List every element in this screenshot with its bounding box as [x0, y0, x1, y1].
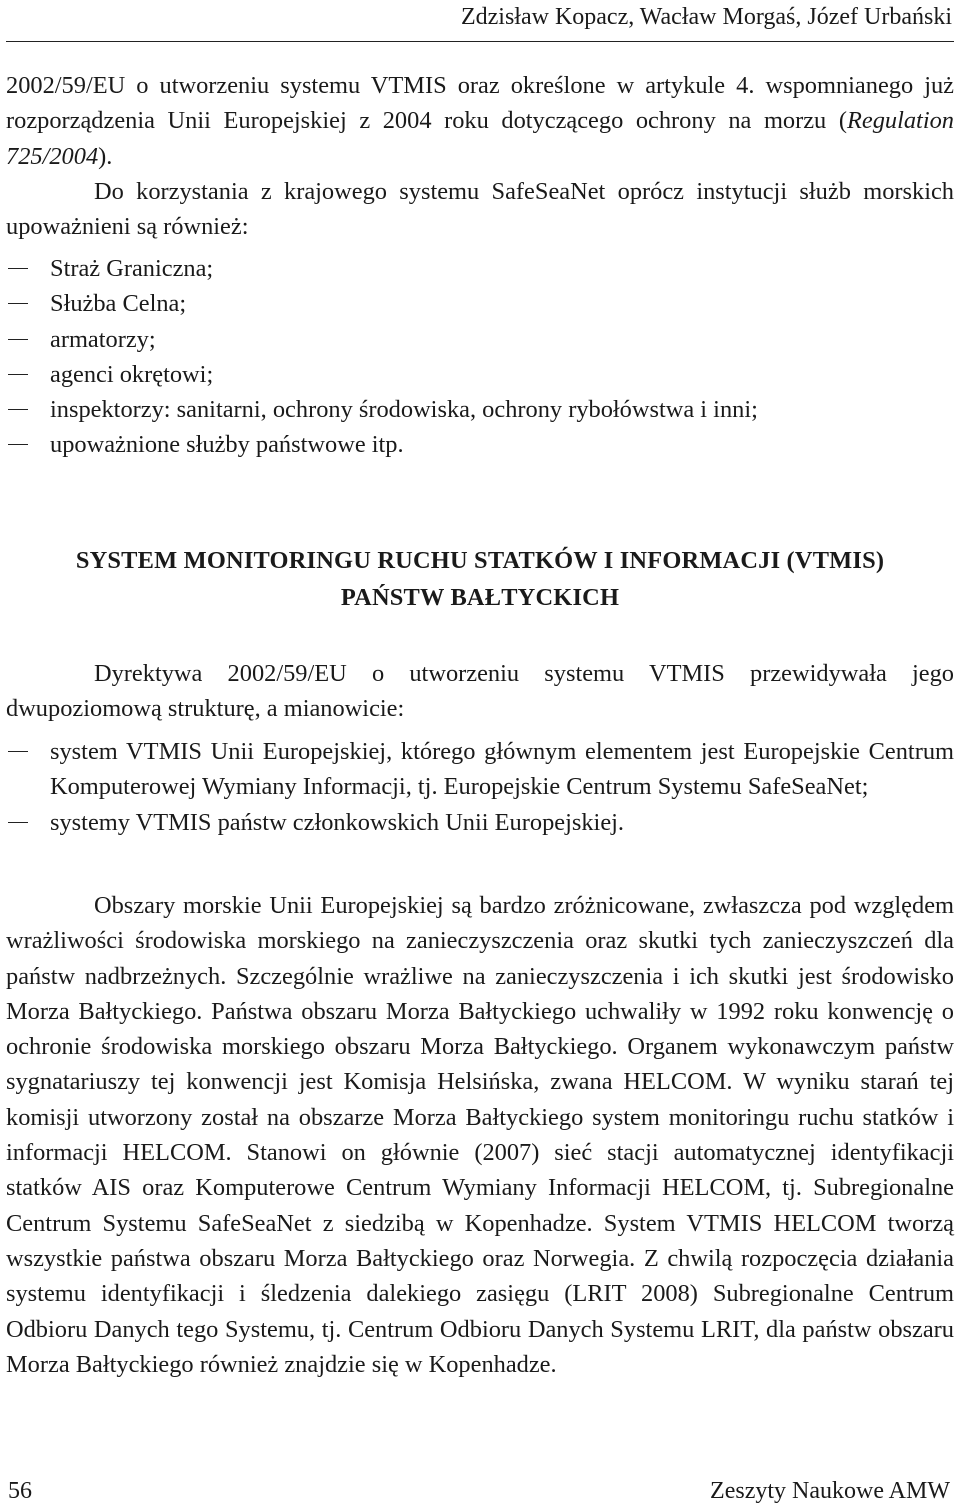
list-item-text: inspektorzy: sanitarni, ochrony środowiska, ochrony rybołówstwa i inni; [50, 396, 758, 424]
list-item [6, 805, 954, 840]
list-item [6, 322, 954, 357]
section-heading-line-2: PAŃSTW BAŁTYCKICH [340, 584, 620, 611]
dash-bullet [8, 268, 28, 269]
structure-list [6, 734, 954, 840]
authorized-entities-list-block [6, 251, 954, 463]
intro-paragraph-1 [6, 68, 954, 174]
intro-block [6, 68, 954, 244]
list-item [6, 357, 954, 392]
intro-p1-end: ). [98, 142, 113, 170]
regulation-citation: Regulation 725/2004 [6, 107, 954, 170]
intro-paragraph-2: Do korzystania z krajowego systemu SafeSeaNet oprócz instytucji służb morskich upoważnieni są również: [6, 177, 954, 241]
dash-bullet [8, 303, 28, 304]
structure-list-block [6, 734, 954, 840]
list-item-text: armatorzy; [50, 325, 156, 353]
list-item-text: Straż Graniczna; [50, 255, 214, 282]
list-item [6, 392, 954, 427]
list-item [6, 251, 954, 286]
list-item [6, 286, 954, 321]
baltic-paragraph-block [6, 888, 954, 1382]
header-divider [6, 41, 954, 42]
list-item-text: systemy VTMIS państw członkowskich Unii Europejskiej. [50, 808, 625, 836]
list-item [6, 427, 954, 462]
directive-paragraph: Dyrektywa 2002/59/EU o utworzeniu systemu VTMIS przewidywała jego dwupoziomową strukturę, a mianowicie: [6, 660, 954, 723]
dash-bullet [8, 339, 28, 340]
section-heading [6, 542, 954, 616]
dash-bullet [8, 444, 28, 445]
list-item [6, 734, 954, 805]
list-item-text: agenci okrętowi; [50, 360, 214, 388]
list-item-text: upoważnione służby państwowe itp. [50, 431, 404, 459]
dash-bullet [8, 374, 28, 375]
authorized-entities-list [6, 251, 954, 463]
dash-bullet [8, 751, 28, 752]
list-item-text: Służba Celna; [50, 290, 187, 318]
page-number: 56 [8, 1478, 32, 1504]
intro-p1-text: 2002/59/EU o utworzeniu systemu VTMIS oraz określone w artykule 4. wspomnianego już rozporządzenia Unii Europejskiej z 2004 roku dotyczącego ochrony na morzu ( [6, 72, 954, 135]
baltic-paragraph: Obszary morskie Unii Europejskiej są bardzo zróżnicowane, zwłaszcza pod względem wrażliwości środowiska morskiego na zanieczyszczenia oraz skutki tych zanieczyszczeń dla państw nadbrzeżnych. Szczególnie wrażliwe na zanieczyszczenia i ich skutki jest środowisko Morza Bałtyckiego. Państwa obszaru Morza Bałtyckiego uchwaliły w 1992 roku konwencję o ochronie środowiska morskiego obszaru Morza Bałtyckiego. Organem wykonawczym państw sygnatariuszy tej konwencji jest Komisja Helsińska, zwana HELCOM. W wyniku starań tej komisji utworzony został na obszarze Morza Bałtyckiego system monitoringu ruchu statków i informacji HELCOM. Stanowi on głównie (2007) sieć stacji automatycznej identyfikacji statków AIS oraz Komputerowe Centrum Wymiany Informacji HELCOM, tj. Subregionalne Centrum Systemu SafeSeaNet z siedzibą w Kopenhadze. System VTMIS HELCOM tworzą wszystkie państwa obszaru Morza Bałtyckiego oraz Norwegia. Z chwilą rozpoczęcia działania systemu identyfikacji i śledzenia dalekiego zasięgu (LRIT 2008) Subregionalne Centrum Odbioru Danych tego Systemu, tj. Centrum Odbioru Danych Systemu LRIT, dla państw obszaru Morza Bałtyckiego również znajdzie się w Kopenhadze. [6, 892, 954, 1378]
journal-name: Zeszyty Naukowe AMW [710, 1478, 950, 1504]
list-item-text: system VTMIS Unii Europejskiej, którego głównym elementem jest Europejskie Centrum Komputerowej Wymiany Informacji, tj. Europejskie Centrum Systemu SafeSeaNet; [50, 738, 954, 801]
running-header-authors: Zdzisław Kopacz, Wacław Morgaś, Józef Urbański [460, 4, 952, 30]
dash-bullet [8, 822, 28, 823]
dash-bullet [8, 409, 28, 410]
section-heading-line-1: SYSTEM MONITORINGU RUCHU STATKÓW I INFORMACJI (VTMIS) [75, 547, 885, 574]
section-body [6, 656, 954, 727]
